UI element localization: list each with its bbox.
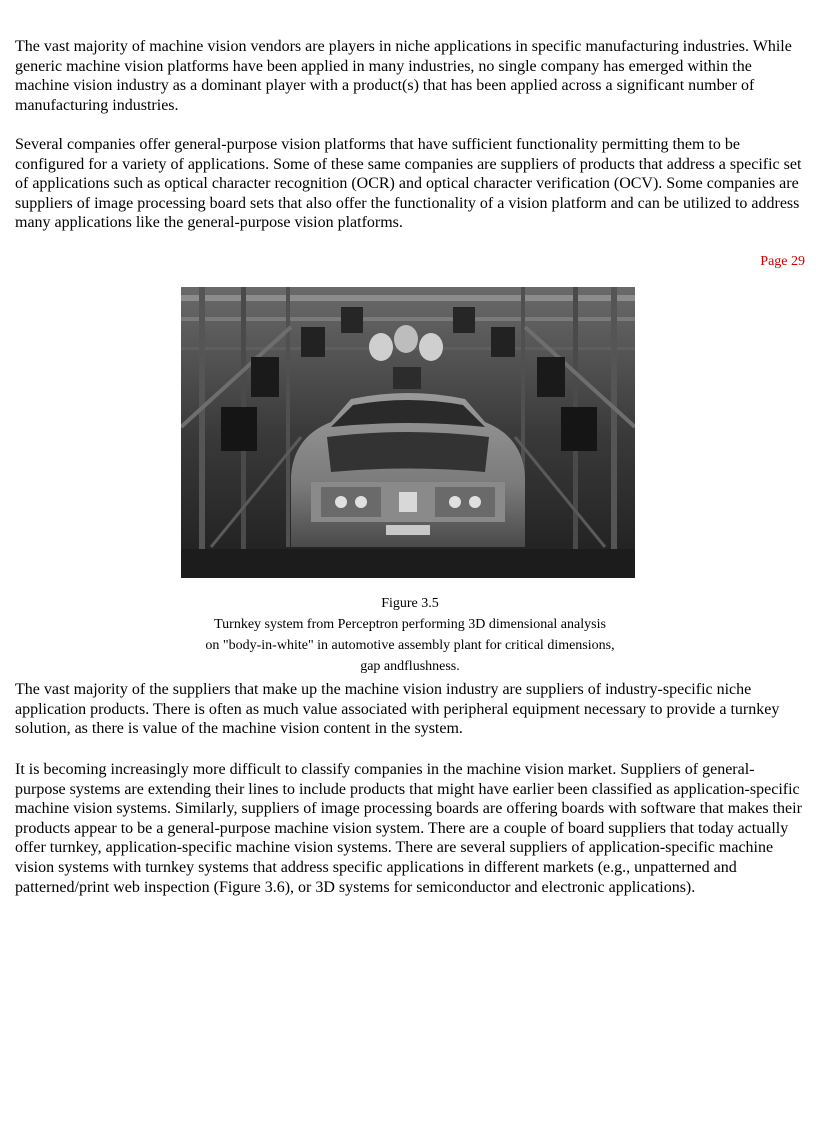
- figure-caption-line-3: gap andflushness.: [360, 659, 460, 674]
- figure-caption-line-1: Turnkey system from Perceptron performing 3D dimensional analysis: [214, 617, 606, 632]
- page-number: Page 29: [760, 254, 805, 269]
- figure-caption-line-2: on "body-in-white" in automotive assembly plant for critical dimensions,: [205, 638, 615, 653]
- paragraph-2: Several companies offer general-purpose vision platforms that have sufficient functionality permitting them to be configured for a variety of applications. Some of these same companies are suppliers of products that address a specific set of applications such as optical character recognition (OCR) and optical character verification (OCV). Some companies are suppliers of image processing board sets that also offer the functionality of a vision platform and can be utilized to address many applications like the general-purpose vision platforms.: [15, 136, 802, 232]
- figure-photo-car-body-inspection: [181, 287, 635, 578]
- paragraph-4: It is becoming increasingly more difficult to classify companies in the machine vision market. Suppliers of general-purpose systems are extending their lines to include products that might have earlier been classified as application-specific machine vision systems. Similarly, suppliers of image processing boards are offering boards with software that makes their products appear to be a general-purpose machine vision system. There are a couple of board suppliers that today actually offer turnkey, application-specific machine vision systems. There are several suppliers of application-specific machine vision systems with turnkey systems that address specific applications in different markets (e.g., unpatterned and patterned/print web inspection (Figure 3.6), or 3D systems for semiconductor and electronic applications).: [15, 761, 802, 896]
- figure-caption: [15, 593, 805, 677]
- figure-number: Figure 3.5: [381, 596, 439, 611]
- paragraph-1: The vast majority of machine vision vendors are players in niche applications in specific manufacturing industries. While generic machine vision platforms have been applied in many industries, no single company has emerged within the machine vision industry as a dominant player with a product(s) that has been applied across a significant number of manufacturing industries.: [15, 38, 792, 114]
- paragraph-3: The vast majority of the suppliers that make up the machine vision industry are suppliers of industry-specific niche application products. There is often as much value associated with peripheral equipment necessary to provide a turnkey solution, as there is value of the machine vision content in the system.: [15, 681, 780, 738]
